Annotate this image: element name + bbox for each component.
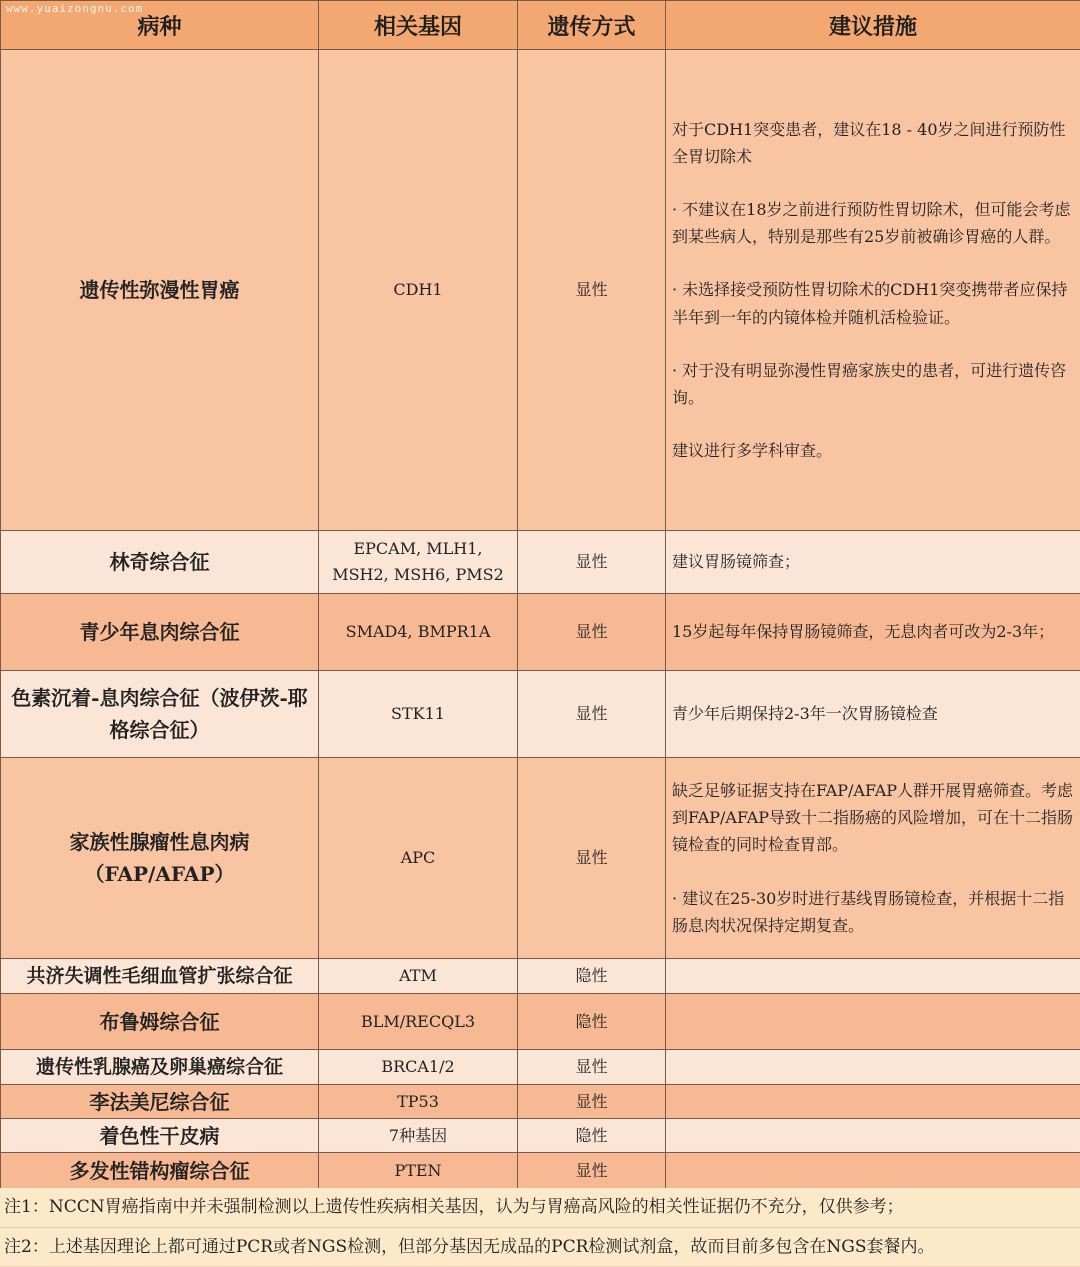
disease-cell: 布鲁姆综合征 [1, 994, 319, 1050]
advice-paragraph: 青少年后期保持2-3年一次胃肠镜检查 [672, 700, 1074, 727]
mode-cell: 显性 [518, 1085, 666, 1119]
mode-cell: 隐性 [518, 1119, 666, 1153]
gene-cell: TP53 [319, 1085, 518, 1119]
header-disease: 病种 [1, 1, 319, 50]
advice-paragraph: 建议胃肠镜筛查； [672, 548, 1074, 575]
table-row [1, 1153, 1080, 1189]
header-mode: 遗传方式 [518, 1, 666, 50]
table-row [1, 959, 1080, 994]
mode-cell: 显性 [518, 594, 666, 671]
disease-cell: 青少年息肉综合征 [1, 594, 319, 671]
mode-cell: 显性 [518, 50, 666, 531]
advice-paragraph: 对于CDH1突变患者，建议在18 - 40岁之间进行预防性全胃切除术 [672, 116, 1074, 170]
footnotes [0, 1188, 1080, 1266]
gene-cell: STK11 [319, 671, 518, 758]
gene-cell: CDH1 [319, 50, 518, 531]
gene-cell: ATM [319, 959, 518, 994]
advice-cell [666, 994, 1080, 1050]
mode-cell: 显性 [518, 671, 666, 758]
mode-cell: 显性 [518, 531, 666, 594]
mode-cell: 隐性 [518, 994, 666, 1050]
advice-cell [666, 1153, 1080, 1189]
advice-paragraph: · 不建议在18岁之前进行预防性胃切除术，但可能会考虑到某些病人，特别是那些有25岁前被确诊胃癌的人群。 [672, 196, 1074, 250]
table-row [1, 50, 1080, 531]
advice-cell [666, 1085, 1080, 1119]
gene-cell: BRCA1/2 [319, 1050, 518, 1085]
table-row [1, 531, 1080, 594]
table-row [1, 671, 1080, 758]
mode-cell: 显性 [518, 758, 666, 959]
advice-cell [666, 1050, 1080, 1085]
disease-cell: 家族性腺瘤性息肉病（FAP/AFAP） [1, 758, 319, 959]
table-row [1, 758, 1080, 959]
advice-cell [666, 959, 1080, 994]
disease-cell: 林奇综合征 [1, 531, 319, 594]
advice-cell [666, 594, 1080, 671]
gene-cell: BLM/RECQL3 [319, 994, 518, 1050]
advice-cell [666, 50, 1080, 531]
table-row [1, 594, 1080, 671]
advice-paragraph: 15岁起每年保持胃肠镜筛查，无息肉者可改为2-3年； [672, 618, 1074, 645]
mode-cell: 显性 [518, 1050, 666, 1085]
disease-cell: 共济失调性毛细血管扩张综合征 [1, 959, 319, 994]
advice-paragraph: 建议进行多学科审查。 [672, 437, 1074, 464]
disease-cell: 色素沉着-息肉综合征（波伊茨-耶格综合征） [1, 671, 319, 758]
table-header-row [1, 1, 1080, 50]
disease-cell: 多发性错构瘤综合征 [1, 1153, 319, 1189]
advice-paragraph: · 对于没有明显弥漫性胃癌家族史的患者，可进行遗传咨询。 [672, 357, 1074, 411]
advice-paragraph: 缺乏足够证据支持在FAP/AFAP人群开展胃癌筛查。考虑到FAP/AFAP导致十二指肠癌的风险增加，可在十二指肠镜检查的同时检查胃部。 [672, 777, 1074, 859]
table-row [1, 1085, 1080, 1119]
site-watermark: www.yuaizongnu.com [6, 2, 143, 15]
advice-cell [666, 671, 1080, 758]
disease-cell: 李法美尼综合征 [1, 1085, 319, 1119]
mode-cell: 隐性 [518, 959, 666, 994]
advice-cell [666, 1119, 1080, 1153]
footnote-2: 注2：上述基因理论上都可通过PCR或者NGS检测，但部分基因无成品的PCR检测试剂盒，故而目前多包含在NGS套餐内。 [0, 1228, 1080, 1267]
table-row [1, 1119, 1080, 1153]
gene-cell: SMAD4, BMPR1A [319, 594, 518, 671]
gene-cell: PTEN [319, 1153, 518, 1189]
table-row [1, 994, 1080, 1050]
disease-cell: 遗传性乳腺癌及卵巢癌综合征 [1, 1050, 319, 1085]
table-row [1, 1050, 1080, 1085]
footnote-1: 注1：NCCN胃癌指南中并未强制检测以上遗传性疾病相关基因，认为与胃癌高风险的相关性证据仍不充分，仅供参考； [0, 1188, 1080, 1228]
gene-cell: 7种基因 [319, 1119, 518, 1153]
advice-paragraph: · 建议在25-30岁时进行基线胃肠镜检查，并根据十二指肠息肉状况保持定期复查。 [672, 885, 1074, 939]
disease-cell: 遗传性弥漫性胃癌 [1, 50, 319, 531]
gene-cell: EPCAM, MLH1, MSH2, MSH6, PMS2 [319, 531, 518, 594]
gene-cell: APC [319, 758, 518, 959]
header-advice: 建议措施 [666, 1, 1080, 50]
disease-cell: 着色性干皮病 [1, 1119, 319, 1153]
advice-cell [666, 758, 1080, 959]
advice-cell [666, 531, 1080, 594]
mode-cell: 显性 [518, 1153, 666, 1189]
header-gene: 相关基因 [319, 1, 518, 50]
advice-paragraph: · 未选择接受预防性胃切除术的CDH1突变携带者应保持半年到一年的内镜体检并随机活检验证。 [672, 276, 1074, 330]
